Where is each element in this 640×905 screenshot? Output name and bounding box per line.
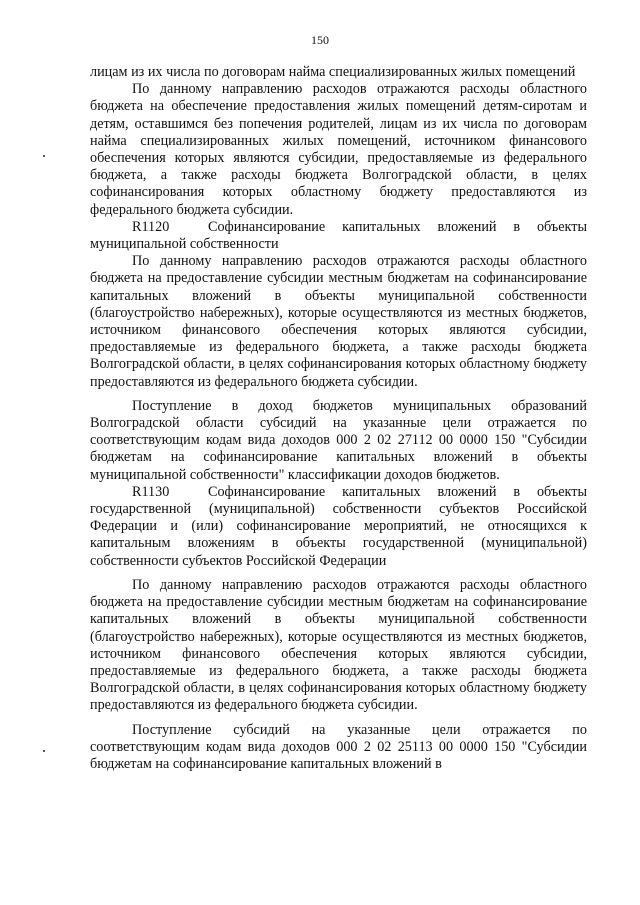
paragraph-revenue-1: Поступление в доход бюджетов муниципальных образований Волгоградской области субсидий на указанные цели отражается по соответствующим кодам вида доходов 000 2 02 27112 00 0000 150 "Субсидии бюджетам на софинансирование капитальных вложений в объекты муниципальной собственности" классификации доходов бюджетов. bbox=[90, 397, 587, 483]
document-body bbox=[90, 64, 587, 773]
section-title: Софинансирование капитальных вложений в объекты государственной (муниципальной) собственности субъектов Российской Федерации и (или) софинансирование мероприятий, не относящихся к капитальным вложениям в объекты государственной (муниципальной) собственности субъектов Российской Федерации bbox=[90, 483, 587, 569]
margin-mark bbox=[43, 750, 45, 752]
paragraph-description-2: По данному направлению расходов отражаются расходы областного бюджета на предоставление субсидии местным бюджетам на софинансирование капитальных вложений в объекты муниципальной собственности (благоустройство набережных), которые осуществляются из местных бюджетов, источником финансового обеспечения которых являются субсидии, предоставляемые из федерального бюджета, а также расходы бюджета Волгоградской области, в целях софинансирования которых областному бюджету предоставляются из федерального бюджета субсидии. bbox=[90, 253, 587, 390]
section-code: R1130 bbox=[132, 483, 170, 500]
section-title: Софинансирование капитальных вложений в объекты муниципальной собственности bbox=[90, 218, 587, 253]
section-code: R1120 bbox=[132, 218, 170, 235]
margin-mark bbox=[43, 155, 45, 157]
paragraph-description-1: По данному направлению расходов отражаются расходы областного бюджета на обеспечение предоставления жилых помещений детям-сиротам и детям, оставшимся без попечения родителей, лицам из их числа по договорам найма специализированных жилых помещений, источником финансового обеспечения которых являются субсидии, предоставляемые из федерального бюджета, а также расходы бюджета Волгоградской области, в целях софинансирования которых областному бюджету предоставляются из федерального бюджета субсидии. bbox=[90, 81, 587, 218]
paragraph-description-3: По данному направлению расходов отражаются расходы областного бюджета на предоставление субсидии местным бюджетам на софинансирование капитальных вложений в объекты муниципальной собственности (благоустройство набережных), которые осуществляются из местных бюджетов, источником финансового обеспечения которых являются субсидии, предоставляемые из федерального бюджета, а также расходы бюджета Волгоградской области, в целях софинансирования которых областному бюджету предоставляются из федерального бюджета субсидии. bbox=[90, 576, 587, 714]
page-number: 150 bbox=[311, 33, 329, 47]
section-heading-r1130 bbox=[90, 484, 587, 570]
paragraph-revenue-2: Поступление субсидий на указанные цели отражается по соответствующим кодам вида доходов 000 2 02 25113 00 0000 150 "Субсидии бюджетам на софинансирование капитальных вложений в bbox=[90, 721, 587, 772]
section-heading-r1120 bbox=[90, 219, 587, 253]
paragraph-continuation: лицам из их числа по договорам найма специализированных жилых помещений bbox=[90, 64, 576, 80]
